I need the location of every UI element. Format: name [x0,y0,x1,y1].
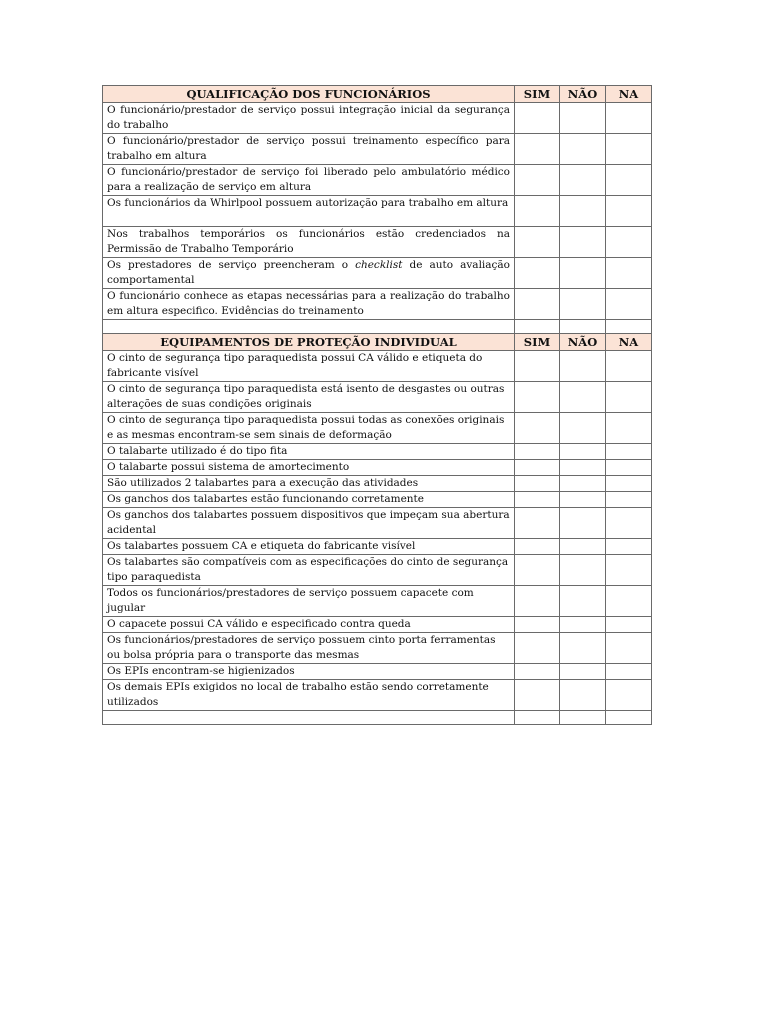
item-text: Os talabartes são compatíveis com as especificações do cinto de segurança tipo paraquedista [103,555,515,586]
table-row [103,539,652,555]
item-text: Todos os funcionários/prestadores de serviço possuem capacete com jugular [103,586,515,617]
checkbox-cell-nao[interactable] [560,680,606,711]
checkbox-cell-sim[interactable] [515,444,560,460]
column-header-na: NA [606,86,652,103]
checkbox-cell-nao[interactable] [560,258,606,289]
table-row [103,103,652,134]
checkbox-cell-nao[interactable] [560,165,606,196]
checkbox-cell-na[interactable] [606,444,652,460]
checkbox-cell-sim[interactable] [515,382,560,413]
checkbox-cell-na[interactable] [606,413,652,444]
item-text: O talabarte utilizado é do tipo fita [103,444,515,460]
checkbox-cell-na[interactable] [606,539,652,555]
checkbox-cell-nao[interactable] [560,196,606,227]
checkbox-cell-sim[interactable] [515,539,560,555]
checkbox-cell-sim[interactable] [515,586,560,617]
section-header-epi [103,334,652,351]
checkbox-cell-na[interactable] [606,289,652,320]
checkbox-cell-sim[interactable] [515,555,560,586]
checkbox-cell-na[interactable] [606,134,652,165]
checkbox-cell-sim[interactable] [515,289,560,320]
checkbox-cell-na[interactable] [606,664,652,680]
checkbox-cell-nao[interactable] [560,508,606,539]
checkbox-cell-sim[interactable] [515,103,560,134]
checkbox-cell-sim[interactable] [515,617,560,633]
checkbox-cell-sim[interactable] [515,134,560,165]
checkbox-cell-nao[interactable] [560,664,606,680]
column-header-sim: SIM [515,334,560,351]
checkbox-cell-sim[interactable] [515,165,560,196]
checkbox-cell-na[interactable] [606,103,652,134]
table-row [103,492,652,508]
spacer-row [103,320,652,334]
item-text-after: de auto avaliação comportamental [107,259,511,286]
column-header-nao: NÃO [560,334,606,351]
section-title: EQUIPAMENTOS DE PROTEÇÃO INDIVIDUAL [103,334,515,351]
checkbox-cell-nao[interactable] [560,444,606,460]
checkbox-cell-na[interactable] [606,351,652,382]
checkbox-cell-na[interactable] [606,196,652,227]
checkbox-cell-nao[interactable] [560,539,606,555]
item-text: O funcionário/prestador de serviço possui integração inicial da segurança do trabalho [103,103,515,134]
checkbox-cell-nao[interactable] [560,555,606,586]
item-text: O funcionário/prestador de serviço possui treinamento específico para trabalho em altura [103,134,515,165]
item-text: Os EPIs encontram-se higienizados [103,664,515,680]
table-row [103,617,652,633]
item-text: Os ganchos dos talabartes estão funcionando corretamente [103,492,515,508]
item-text: O funcionário conhece as etapas necessárias para a realização do trabalho em altura especifico. Evidências do treinamento [103,289,515,320]
item-text: O talabarte possui sistema de amortecimento [103,460,515,476]
checkbox-cell-nao[interactable] [560,460,606,476]
checkbox-cell-sim[interactable] [515,664,560,680]
item-text: Os talabartes possuem CA e etiqueta do fabricante visível [103,539,515,555]
checkbox-cell-nao[interactable] [560,351,606,382]
table-row [103,196,652,227]
checkbox-cell-na[interactable] [606,258,652,289]
table-row [103,586,652,617]
item-text: O cinto de segurança tipo paraquedista possui CA válido e etiqueta do fabricante visível [103,351,515,382]
item-text: São utilizados 2 talabartes para a execução das atividades [103,476,515,492]
checkbox-cell-nao[interactable] [560,289,606,320]
checkbox-cell-na[interactable] [606,227,652,258]
item-text: O capacete possui CA válido e especificado contra queda [103,617,515,633]
checkbox-cell-na[interactable] [606,586,652,617]
checkbox-cell-na[interactable] [606,680,652,711]
checkbox-cell-nao[interactable] [560,382,606,413]
checkbox-cell-sim[interactable] [515,476,560,492]
table-row [103,258,652,289]
item-text-before: Os prestadores de serviço preencheram o [107,259,356,271]
checkbox-cell-na[interactable] [606,492,652,508]
section-title: QUALIFICAÇÃO DOS FUNCIONÁRIOS [103,86,515,103]
checkbox-cell-nao[interactable] [560,413,606,444]
item-text-emphasis: checklist [355,259,403,271]
table-row [103,134,652,165]
table-row [103,351,652,382]
item-text: Os funcionários/prestadores de serviço possuem cinto porta ferramentas ou bolsa própria para o transporte das mesmas [103,633,515,664]
checkbox-cell-na[interactable] [606,633,652,664]
checkbox-cell-na[interactable] [606,476,652,492]
checkbox-cell-nao[interactable] [560,492,606,508]
table-row [103,476,652,492]
item-text: Os ganchos dos talabartes possuem dispositivos que impeçam sua abertura acidental [103,508,515,539]
checkbox-cell-nao[interactable] [560,617,606,633]
checkbox-cell-sim[interactable] [515,460,560,476]
item-text: Os demais EPIs exigidos no local de trabalho estão sendo corretamente utilizados [103,680,515,711]
checkbox-cell-sim[interactable] [515,413,560,444]
item-text: Nos trabalhos temporários os funcionários estão credenciados na Permissão de Trabalho Temporário [103,227,515,258]
table-row [103,413,652,444]
checkbox-cell-na[interactable] [606,382,652,413]
item-text [103,258,515,289]
column-header-nao: NÃO [560,86,606,103]
column-header-na: NA [606,334,652,351]
checkbox-cell-sim[interactable] [515,492,560,508]
table-row [103,382,652,413]
checkbox-cell-na[interactable] [606,555,652,586]
table-row [103,633,652,664]
table-row [103,165,652,196]
item-text: O cinto de segurança tipo paraquedista está isento de desgastes ou outras alterações de suas condições originais [103,382,515,413]
checkbox-cell-sim[interactable] [515,680,560,711]
checkbox-cell-nao[interactable] [560,476,606,492]
checkbox-cell-sim[interactable] [515,196,560,227]
checkbox-cell-na[interactable] [606,165,652,196]
section-header-qualificacao [103,86,652,103]
checkbox-cell-na[interactable] [606,508,652,539]
table-row [103,289,652,320]
checkbox-cell-nao[interactable] [560,103,606,134]
spacer-row [103,711,652,725]
checkbox-cell-nao[interactable] [560,134,606,165]
table-row [103,508,652,539]
table-row [103,664,652,680]
column-header-sim: SIM [515,86,560,103]
item-text: O cinto de segurança tipo paraquedista possui todas as conexões originais e as mesmas encontram-se sem sinais de deformação [103,413,515,444]
checkbox-cell-nao[interactable] [560,227,606,258]
checkbox-cell-sim[interactable] [515,351,560,382]
table-row [103,680,652,711]
checkbox-cell-nao[interactable] [560,633,606,664]
checklist-table [102,85,652,725]
checkbox-cell-nao[interactable] [560,586,606,617]
checkbox-cell-sim[interactable] [515,508,560,539]
checkbox-cell-na[interactable] [606,617,652,633]
checkbox-cell-na[interactable] [606,460,652,476]
item-text: Os funcionários da Whirlpool possuem autorização para trabalho em altura [103,196,515,227]
checkbox-cell-sim[interactable] [515,227,560,258]
table-row [103,227,652,258]
table-row [103,460,652,476]
checkbox-cell-sim[interactable] [515,258,560,289]
table-row [103,444,652,460]
checkbox-cell-sim[interactable] [515,633,560,664]
table-row [103,555,652,586]
item-text: O funcionário/prestador de serviço foi liberado pelo ambulatório médico para a realização de serviço em altura [103,165,515,196]
